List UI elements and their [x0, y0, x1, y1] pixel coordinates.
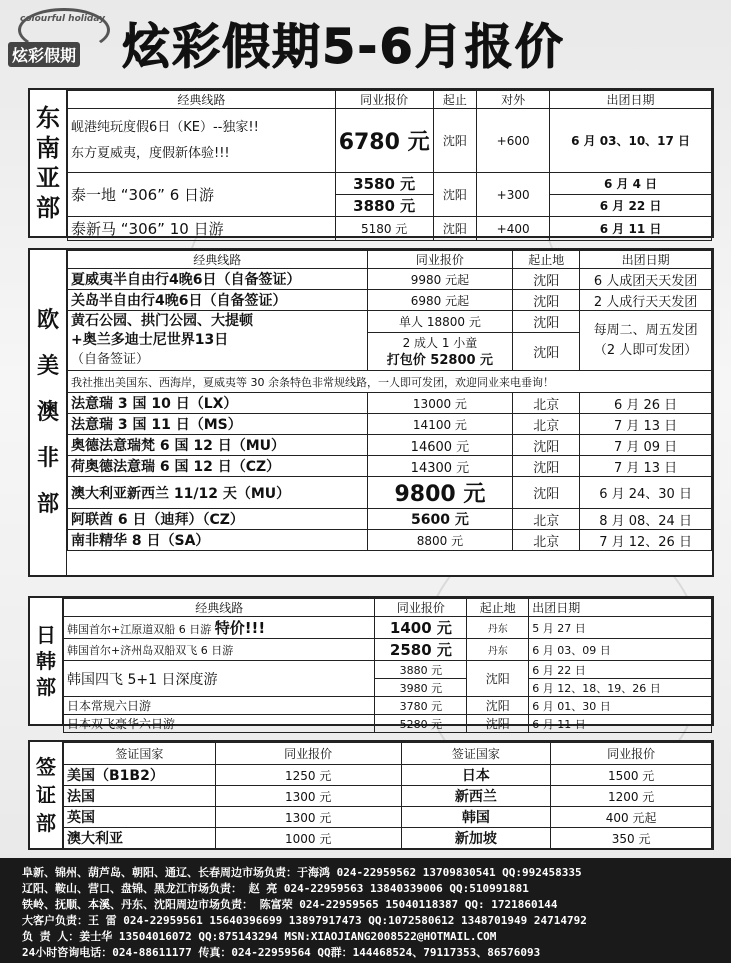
table-header: [64, 743, 712, 765]
special-badge: 特价!!!: [214, 619, 266, 637]
dates-cell: 6 月 22 日: [550, 195, 712, 217]
page-title: 炫彩假期5-6月报价: [122, 19, 565, 75]
route-cell: [68, 311, 368, 371]
dates-cell: 6 月 12、18、19、26 日: [529, 679, 712, 697]
city-cell: 沈阳: [513, 290, 580, 311]
route-cell: [68, 109, 336, 173]
route-line: 东方夏威夷，度假新体验!!!: [71, 145, 230, 161]
contact-line: 负 责 人：姜士华 13504016072 QQ:875143294 MSN:XIAOJIANG2008522@HOTMAIL.COM: [22, 930, 497, 943]
header: [0, 0, 731, 84]
route-cell: 阿联酋 6 日（迪拜）（CZ）: [68, 509, 368, 530]
col-header: 签证国家: [401, 743, 551, 765]
price-cell: 5280 元: [375, 715, 467, 733]
price-cell: 3980 元: [375, 679, 467, 697]
external-cell: +600: [477, 109, 550, 173]
route-cell: 奥德法意瑞梵 6 国 12 日（MU）: [68, 435, 368, 456]
price-cell: 14100 元: [367, 414, 513, 435]
side-char: 部: [36, 811, 56, 835]
section-side-label: [30, 742, 63, 848]
route-cell: 韩国四飞 5+1 日深度游: [64, 661, 375, 697]
side-char: 东: [36, 104, 60, 132]
price-cell: 3880 元: [335, 195, 433, 217]
price-cell: 2580 元: [375, 639, 467, 661]
route-line: 黄石公园、拱门公园、大提顿: [71, 313, 253, 329]
side-char: 部: [36, 675, 56, 699]
table-row: [68, 311, 712, 333]
dates-cell: 6 月 03、09 日: [529, 639, 712, 661]
price-cell: [367, 333, 513, 371]
city-cell: 沈阳: [513, 456, 580, 477]
route-line: +奥兰多迪士尼世界13日: [71, 332, 229, 348]
dates-cell: [580, 311, 712, 371]
city-cell: 沈阳: [467, 697, 529, 715]
route-line: 岘港纯玩度假6日（KE）--独家!!: [71, 119, 259, 135]
route-cell: 泰一地 “306” 6 日游: [68, 173, 336, 217]
section-side-label: [30, 90, 67, 236]
logo-en: colourful holiday: [20, 14, 106, 24]
city-cell: 沈阳: [433, 109, 477, 173]
country-cell: 澳大利亚: [64, 828, 216, 849]
dates-cell: 6 月 11 日: [529, 715, 712, 733]
city-cell: 北京: [513, 393, 580, 414]
logo-cn: 炫彩假期: [8, 42, 80, 67]
table-row: [64, 697, 712, 715]
route-line: （自备签证）: [71, 352, 150, 367]
notice-text: 我社推出美国东、西海岸，夏威夷等 30 余条特色非常规线路，一人即可发团，欢迎同业来电垂询！: [68, 371, 712, 393]
section-visa: [28, 740, 714, 850]
col-header: 同业报价: [551, 743, 712, 765]
section-europe-america: [28, 248, 714, 577]
route-cell: 法意瑞 3 国 11 日（MS）: [68, 414, 368, 435]
contact-line: 阜新、锦州、葫芦岛、朝阳、通辽、长春周边市场负责：于海鸿 024-22959562 13709830541 QQ:992458335: [22, 866, 582, 879]
col-header: 起止: [433, 91, 477, 109]
section-side-label: [30, 250, 67, 575]
city-cell: 北京: [513, 509, 580, 530]
eu-table: [67, 250, 712, 551]
city-cell: 沈阳: [467, 715, 529, 733]
table-row: [68, 530, 712, 551]
sea-table: [67, 90, 712, 241]
external-cell: +300: [477, 173, 550, 217]
route-cell: 夏威夷半自由行4晚6日（自备签证）: [68, 269, 368, 290]
table-row: [68, 477, 712, 509]
table-row: [68, 456, 712, 477]
route-cell: 关岛半自由行4晚6日（自备签证）: [68, 290, 368, 311]
notice-row: [68, 371, 712, 393]
route-cell: 南非精华 8 日（SA）: [68, 530, 368, 551]
dates-cell: 6 人成团天天发团: [580, 269, 712, 290]
country-cell: 美国（B1B2）: [64, 765, 216, 786]
dates-cell: 7 月 09 日: [580, 435, 712, 456]
city-cell: 北京: [513, 530, 580, 551]
city-cell: 沈阳: [513, 311, 580, 333]
side-char: 部: [36, 194, 60, 222]
dates-cell: 6 月 26 日: [580, 393, 712, 414]
country-cell: 法国: [64, 786, 216, 807]
side-char: 韩: [36, 649, 56, 673]
table-row: [68, 109, 712, 173]
route-cell: 日本双飞豪华六日游: [64, 715, 375, 733]
country-cell: 新加坡: [401, 828, 551, 849]
price-cell: 3880 元: [375, 661, 467, 679]
side-char: 欧: [36, 307, 59, 333]
side-char: 部: [36, 491, 59, 517]
col-header: 经典线路: [64, 599, 375, 617]
price-cell: 1300 元: [215, 807, 401, 828]
side-char: 澳: [36, 399, 59, 425]
price-cell: 14600 元: [367, 435, 513, 456]
dates-cell: 6 月 11 日: [550, 217, 712, 241]
dates-cell: 6 月 24、30 日: [580, 477, 712, 509]
route-cell: 日本常规六日游: [64, 697, 375, 715]
price-cell: 14300 元: [367, 456, 513, 477]
side-char: 亚: [36, 164, 60, 192]
dates-cell: 7 月 12、26 日: [580, 530, 712, 551]
price-cell: 6980 元起: [367, 290, 513, 311]
dates-cell: 5 月 27 日: [529, 617, 712, 639]
table-row: [68, 393, 712, 414]
city-cell: 沈阳: [513, 477, 580, 509]
table-row: [68, 435, 712, 456]
city-cell: 沈阳: [433, 173, 477, 217]
table-row: [64, 639, 712, 661]
side-char: 美: [36, 353, 59, 379]
country-cell: 新西兰: [401, 786, 551, 807]
col-header: 起止地: [467, 599, 529, 617]
table-row: [64, 786, 712, 807]
table-row: [64, 661, 712, 679]
price-cell: 3780 元: [375, 697, 467, 715]
side-char: 证: [36, 783, 56, 807]
city-cell: 沈阳: [513, 269, 580, 290]
table-header: [64, 599, 712, 617]
price-cell: 9800 元: [367, 477, 513, 509]
price-cell: 3580 元: [335, 173, 433, 195]
price-cell: 1300 元: [215, 786, 401, 807]
table-row: [64, 617, 712, 639]
dates-cell: 6 月 4 日: [550, 173, 712, 195]
logo: [6, 6, 116, 72]
price-line: 打包价 52800 元: [386, 352, 494, 368]
col-header: 同业报价: [375, 599, 467, 617]
external-cell: +400: [477, 217, 550, 241]
country-cell: 日本: [401, 765, 551, 786]
side-char: 日: [36, 623, 56, 647]
jk-table: [63, 598, 712, 733]
contact-footer: [0, 858, 731, 963]
section-southeast-asia: [28, 88, 714, 238]
col-header: 同业报价: [215, 743, 401, 765]
col-header: 签证国家: [64, 743, 216, 765]
table-row: [68, 290, 712, 311]
price-cell: 1250 元: [215, 765, 401, 786]
country-cell: 英国: [64, 807, 216, 828]
section-side-label: [30, 598, 63, 724]
route-cell: [64, 617, 375, 639]
price-cell: 13000 元: [367, 393, 513, 414]
col-header: 经典线路: [68, 251, 368, 269]
col-header: 出团日期: [529, 599, 712, 617]
route-cell: 韩国首尔+济州岛双船双飞 6 日游: [64, 639, 375, 661]
col-header: 同业报价: [367, 251, 513, 269]
dates-line: 每周二、周五发团: [593, 322, 698, 338]
visa-table: [63, 742, 712, 849]
price-cell: 400 元起: [551, 807, 712, 828]
col-header: 经典线路: [68, 91, 336, 109]
route-cell: 法意瑞 3 国 10 日（LX）: [68, 393, 368, 414]
price-line: 2 成人 1 小童: [402, 335, 478, 350]
table-row: [68, 173, 712, 195]
contact-line: 24小时咨询电话：024-88611177 传真：024-22959564 QQ群：144468524、79117353、86576093: [22, 946, 541, 959]
dates-cell: 7 月 13 日: [580, 414, 712, 435]
price-cell: 350 元: [551, 828, 712, 849]
side-char: 南: [36, 134, 60, 162]
contact-line: 大客户负责：王 雷 024-22959561 15640396699 13897917473 QQ:1072580612 1348701949 24714792: [22, 914, 587, 927]
city-cell: 沈阳: [467, 661, 529, 697]
price-cell: 1400 元: [375, 617, 467, 639]
table-row: [64, 765, 712, 786]
table-row: [64, 715, 712, 733]
country-cell: 韩国: [401, 807, 551, 828]
route-cell: 澳大利亚新西兰 11/12 天（MU）: [68, 477, 368, 509]
col-header: 起止地: [513, 251, 580, 269]
table-row: [68, 414, 712, 435]
col-header: 对外: [477, 91, 550, 109]
price-cell: 1500 元: [551, 765, 712, 786]
table-row: [64, 807, 712, 828]
table-row: [68, 217, 712, 241]
dates-line: （2 人即可发团）: [593, 342, 698, 358]
dates-cell: 7 月 13 日: [580, 456, 712, 477]
price-cell: 1000 元: [215, 828, 401, 849]
price-cell: 8800 元: [367, 530, 513, 551]
route-text: 韩国首尔+江原道双船 6 日游: [67, 623, 212, 636]
dates-cell: 8 月 08、24 日: [580, 509, 712, 530]
table-header: [68, 251, 712, 269]
table-row: [68, 269, 712, 290]
city-cell: 沈阳: [433, 217, 477, 241]
contact-line: 铁岭、抚顺、本溪、丹东、沈阳周边市场负责： 陈富荣 024-22959565 15040118387 QQ: 1721860144: [22, 898, 558, 911]
col-header: 出团日期: [550, 91, 712, 109]
price-cell: 1200 元: [551, 786, 712, 807]
dates-cell: 6 月 22 日: [529, 661, 712, 679]
dates-cell: 2 人成行天天发团: [580, 290, 712, 311]
price-cell: 5600 元: [367, 509, 513, 530]
side-char: 签: [36, 755, 56, 779]
col-header: 出团日期: [580, 251, 712, 269]
price-cell: 5180 元: [335, 217, 433, 241]
table-row: [68, 509, 712, 530]
side-char: 非: [36, 445, 59, 471]
price-cell: 单人 18800 元: [367, 311, 513, 333]
section-japan-korea: [28, 596, 714, 731]
price-cell: 9980 元起: [367, 269, 513, 290]
city-cell: 丹东: [467, 617, 529, 639]
city-cell: 沈阳: [513, 333, 580, 371]
dates-cell: 6 月 01、30 日: [529, 697, 712, 715]
contact-line: 辽阳、鞍山、营口、盘锦、黑龙江市场负责： 赵 亮 024-22959563 13840339006 QQ:510991881: [22, 882, 529, 895]
city-cell: 丹东: [467, 639, 529, 661]
route-cell: 泰新马 “306” 10 日游: [68, 217, 336, 241]
city-cell: 沈阳: [513, 435, 580, 456]
city-cell: 北京: [513, 414, 580, 435]
table-header: [68, 91, 712, 109]
table-row: [64, 828, 712, 849]
dates-cell: 6 月 03、10、17 日: [550, 109, 712, 173]
col-header: 同业报价: [335, 91, 433, 109]
price-cell: 6780 元: [335, 109, 433, 173]
route-cell: 荷奥德法意瑞 6 国 12 日（CZ）: [68, 456, 368, 477]
